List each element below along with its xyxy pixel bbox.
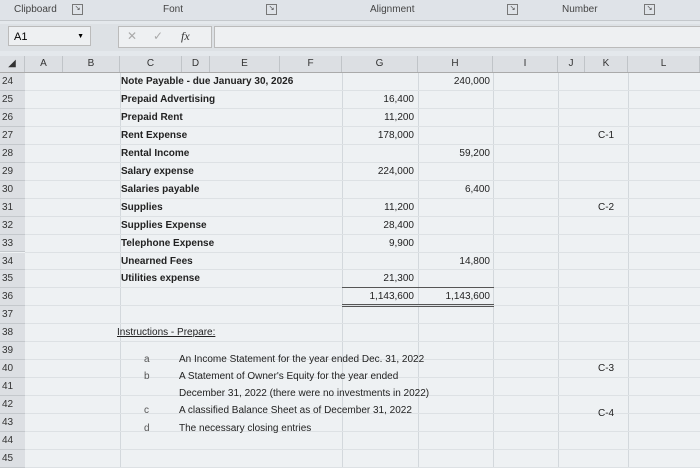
col-header-g[interactable]: G: [342, 56, 418, 72]
row-header[interactable]: 32: [0, 217, 25, 235]
credit-amount[interactable]: [418, 235, 490, 252]
account-name[interactable]: Utilities expense: [121, 273, 200, 285]
account-name[interactable]: Supplies Expense: [121, 219, 207, 231]
debit-amount[interactable]: [342, 253, 414, 270]
enter-icon[interactable]: ✓: [153, 29, 164, 43]
debit-amount[interactable]: [342, 181, 414, 198]
total-credit[interactable]: 1,143,600: [445, 291, 490, 303]
account-name[interactable]: Salary expense: [121, 165, 194, 177]
credit-amount[interactable]: [418, 163, 490, 180]
credit-amount[interactable]: 59,200: [459, 147, 490, 159]
credit-amount[interactable]: 240,000: [453, 76, 490, 87]
chevron-down-icon[interactable]: ▼: [77, 33, 84, 40]
account-name[interactable]: Prepaid Advertising: [121, 93, 216, 105]
number-launcher-icon[interactable]: ↘: [644, 4, 655, 15]
row-header[interactable]: 26: [0, 109, 25, 127]
col-header-e[interactable]: E: [210, 56, 280, 72]
row-header[interactable]: 29: [0, 163, 25, 181]
credit-amount[interactable]: 6,400: [464, 183, 490, 195]
instruction-text[interactable]: December 31, 2022 (there were no investments in 2022): [179, 388, 430, 400]
reference-label[interactable]: C-3: [598, 363, 615, 375]
debit-amount[interactable]: 178,000: [377, 129, 414, 141]
font-launcher-icon[interactable]: ↘: [266, 4, 277, 15]
credit-amount[interactable]: [418, 217, 490, 234]
col-header-c[interactable]: C: [120, 56, 182, 72]
debit-amount[interactable]: 16,400: [383, 93, 414, 105]
debit-amount[interactable]: 9,900: [388, 237, 414, 249]
debit-amount[interactable]: 21,300: [383, 273, 414, 285]
reference-label[interactable]: C-2: [598, 201, 615, 213]
credit-amount[interactable]: 14,800: [459, 255, 490, 267]
credit-amount[interactable]: [418, 91, 490, 108]
instructions-title[interactable]: Instructions - Prepare:: [117, 327, 216, 339]
debit-amount[interactable]: 28,400: [383, 219, 414, 231]
account-name[interactable]: Salaries payable: [121, 183, 200, 195]
fx-icon[interactable]: fx: [181, 29, 190, 43]
cancel-icon[interactable]: ✕: [127, 29, 138, 43]
account-name[interactable]: Unearned Fees: [121, 255, 193, 267]
credit-amount[interactable]: [418, 199, 490, 216]
col-header-k[interactable]: K: [585, 56, 628, 72]
instruction-letter: a: [144, 353, 150, 365]
col-header-l[interactable]: L: [628, 56, 700, 72]
row-header[interactable]: 35: [0, 270, 25, 288]
reference-label[interactable]: C-1: [598, 129, 615, 141]
ribbon-group-alignment: Alignment: [370, 4, 415, 15]
row-header[interactable]: 38: [0, 324, 25, 342]
debit-amount[interactable]: 224,000: [377, 165, 414, 177]
row-header[interactable]: 43: [0, 414, 25, 432]
debit-amount[interactable]: [342, 145, 414, 162]
col-header-d[interactable]: D: [182, 56, 210, 72]
total-debit[interactable]: 1,143,600: [369, 291, 414, 303]
name-box[interactable]: [8, 26, 91, 46]
formula-bar: [0, 24, 700, 51]
instruction-text[interactable]: An Income Statement for the year ended Dec. 31, 2022: [179, 353, 425, 365]
credit-amount[interactable]: [418, 109, 490, 126]
row-header[interactable]: 41: [0, 378, 25, 396]
instruction-letter: b: [144, 370, 150, 382]
formula-input[interactable]: [214, 26, 700, 48]
row-header[interactable]: 40: [0, 360, 25, 378]
row-header[interactable]: 44: [0, 432, 25, 450]
row-header[interactable]: 39: [0, 342, 25, 360]
account-name[interactable]: Telephone Expense: [121, 237, 215, 249]
instruction-text[interactable]: A classified Balance Sheet as of December 31, 2022: [179, 405, 412, 417]
row-header[interactable]: 24: [0, 73, 25, 91]
reference-label[interactable]: C-4: [598, 408, 615, 420]
row-header[interactable]: 27: [0, 127, 25, 145]
instruction-letter: c: [144, 405, 149, 417]
account-name[interactable]: Rent Expense: [121, 129, 188, 141]
row-header[interactable]: 28: [0, 145, 25, 163]
ribbon-group-clipboard: Clipboard: [14, 4, 57, 15]
debit-amount[interactable]: 11,200: [384, 111, 414, 123]
col-header-j[interactable]: J: [558, 56, 585, 72]
debit-amount[interactable]: 11,200: [384, 201, 414, 213]
row-header[interactable]: 25: [0, 91, 25, 109]
row-header[interactable]: 30: [0, 181, 25, 199]
account-name[interactable]: Supplies: [121, 201, 163, 213]
double-rule: [342, 304, 494, 307]
credit-amount[interactable]: [418, 270, 490, 287]
col-header-a[interactable]: A: [25, 56, 63, 72]
column-headers: [0, 56, 700, 73]
clipboard-launcher-icon[interactable]: ↘: [72, 4, 83, 15]
alignment-launcher-icon[interactable]: ↘: [507, 4, 518, 15]
select-all-button[interactable]: ◢: [0, 56, 25, 72]
row-header[interactable]: 33: [0, 235, 25, 253]
account-name[interactable]: Prepaid Rent: [121, 111, 183, 123]
instruction-text[interactable]: The necessary closing entries: [179, 422, 312, 434]
instruction-letter: d: [144, 422, 150, 434]
row-header[interactable]: 45: [0, 450, 25, 468]
row-header[interactable]: 42: [0, 396, 25, 414]
col-header-b[interactable]: B: [63, 56, 120, 72]
gridline: [25, 431, 700, 432]
formula-buttons: [118, 26, 212, 48]
credit-amount[interactable]: [418, 127, 490, 144]
account-name[interactable]: Rental Income: [121, 147, 190, 159]
col-header-h[interactable]: H: [418, 56, 493, 72]
gridline: [25, 341, 700, 342]
instruction-text[interactable]: A Statement of Owner's Equity for the year ended: [179, 370, 399, 382]
account-name[interactable]: Note Payable - due January 30, 2026: [121, 76, 294, 87]
ribbon-group-number: Number: [562, 4, 598, 15]
debit-amount[interactable]: [342, 73, 414, 90]
row-header[interactable]: 36: [0, 288, 25, 306]
row-header[interactable]: 31: [0, 199, 25, 217]
ribbon: [0, 0, 700, 21]
row-header[interactable]: 37: [0, 306, 25, 324]
ribbon-group-font: Font: [163, 4, 184, 15]
col-header-f[interactable]: F: [280, 56, 342, 72]
worksheet-grid[interactable]: [0, 73, 700, 468]
gridline: [25, 449, 700, 450]
name-box-value: A1: [14, 31, 28, 43]
row-header[interactable]: 34: [0, 253, 25, 271]
col-header-i[interactable]: I: [493, 56, 558, 72]
